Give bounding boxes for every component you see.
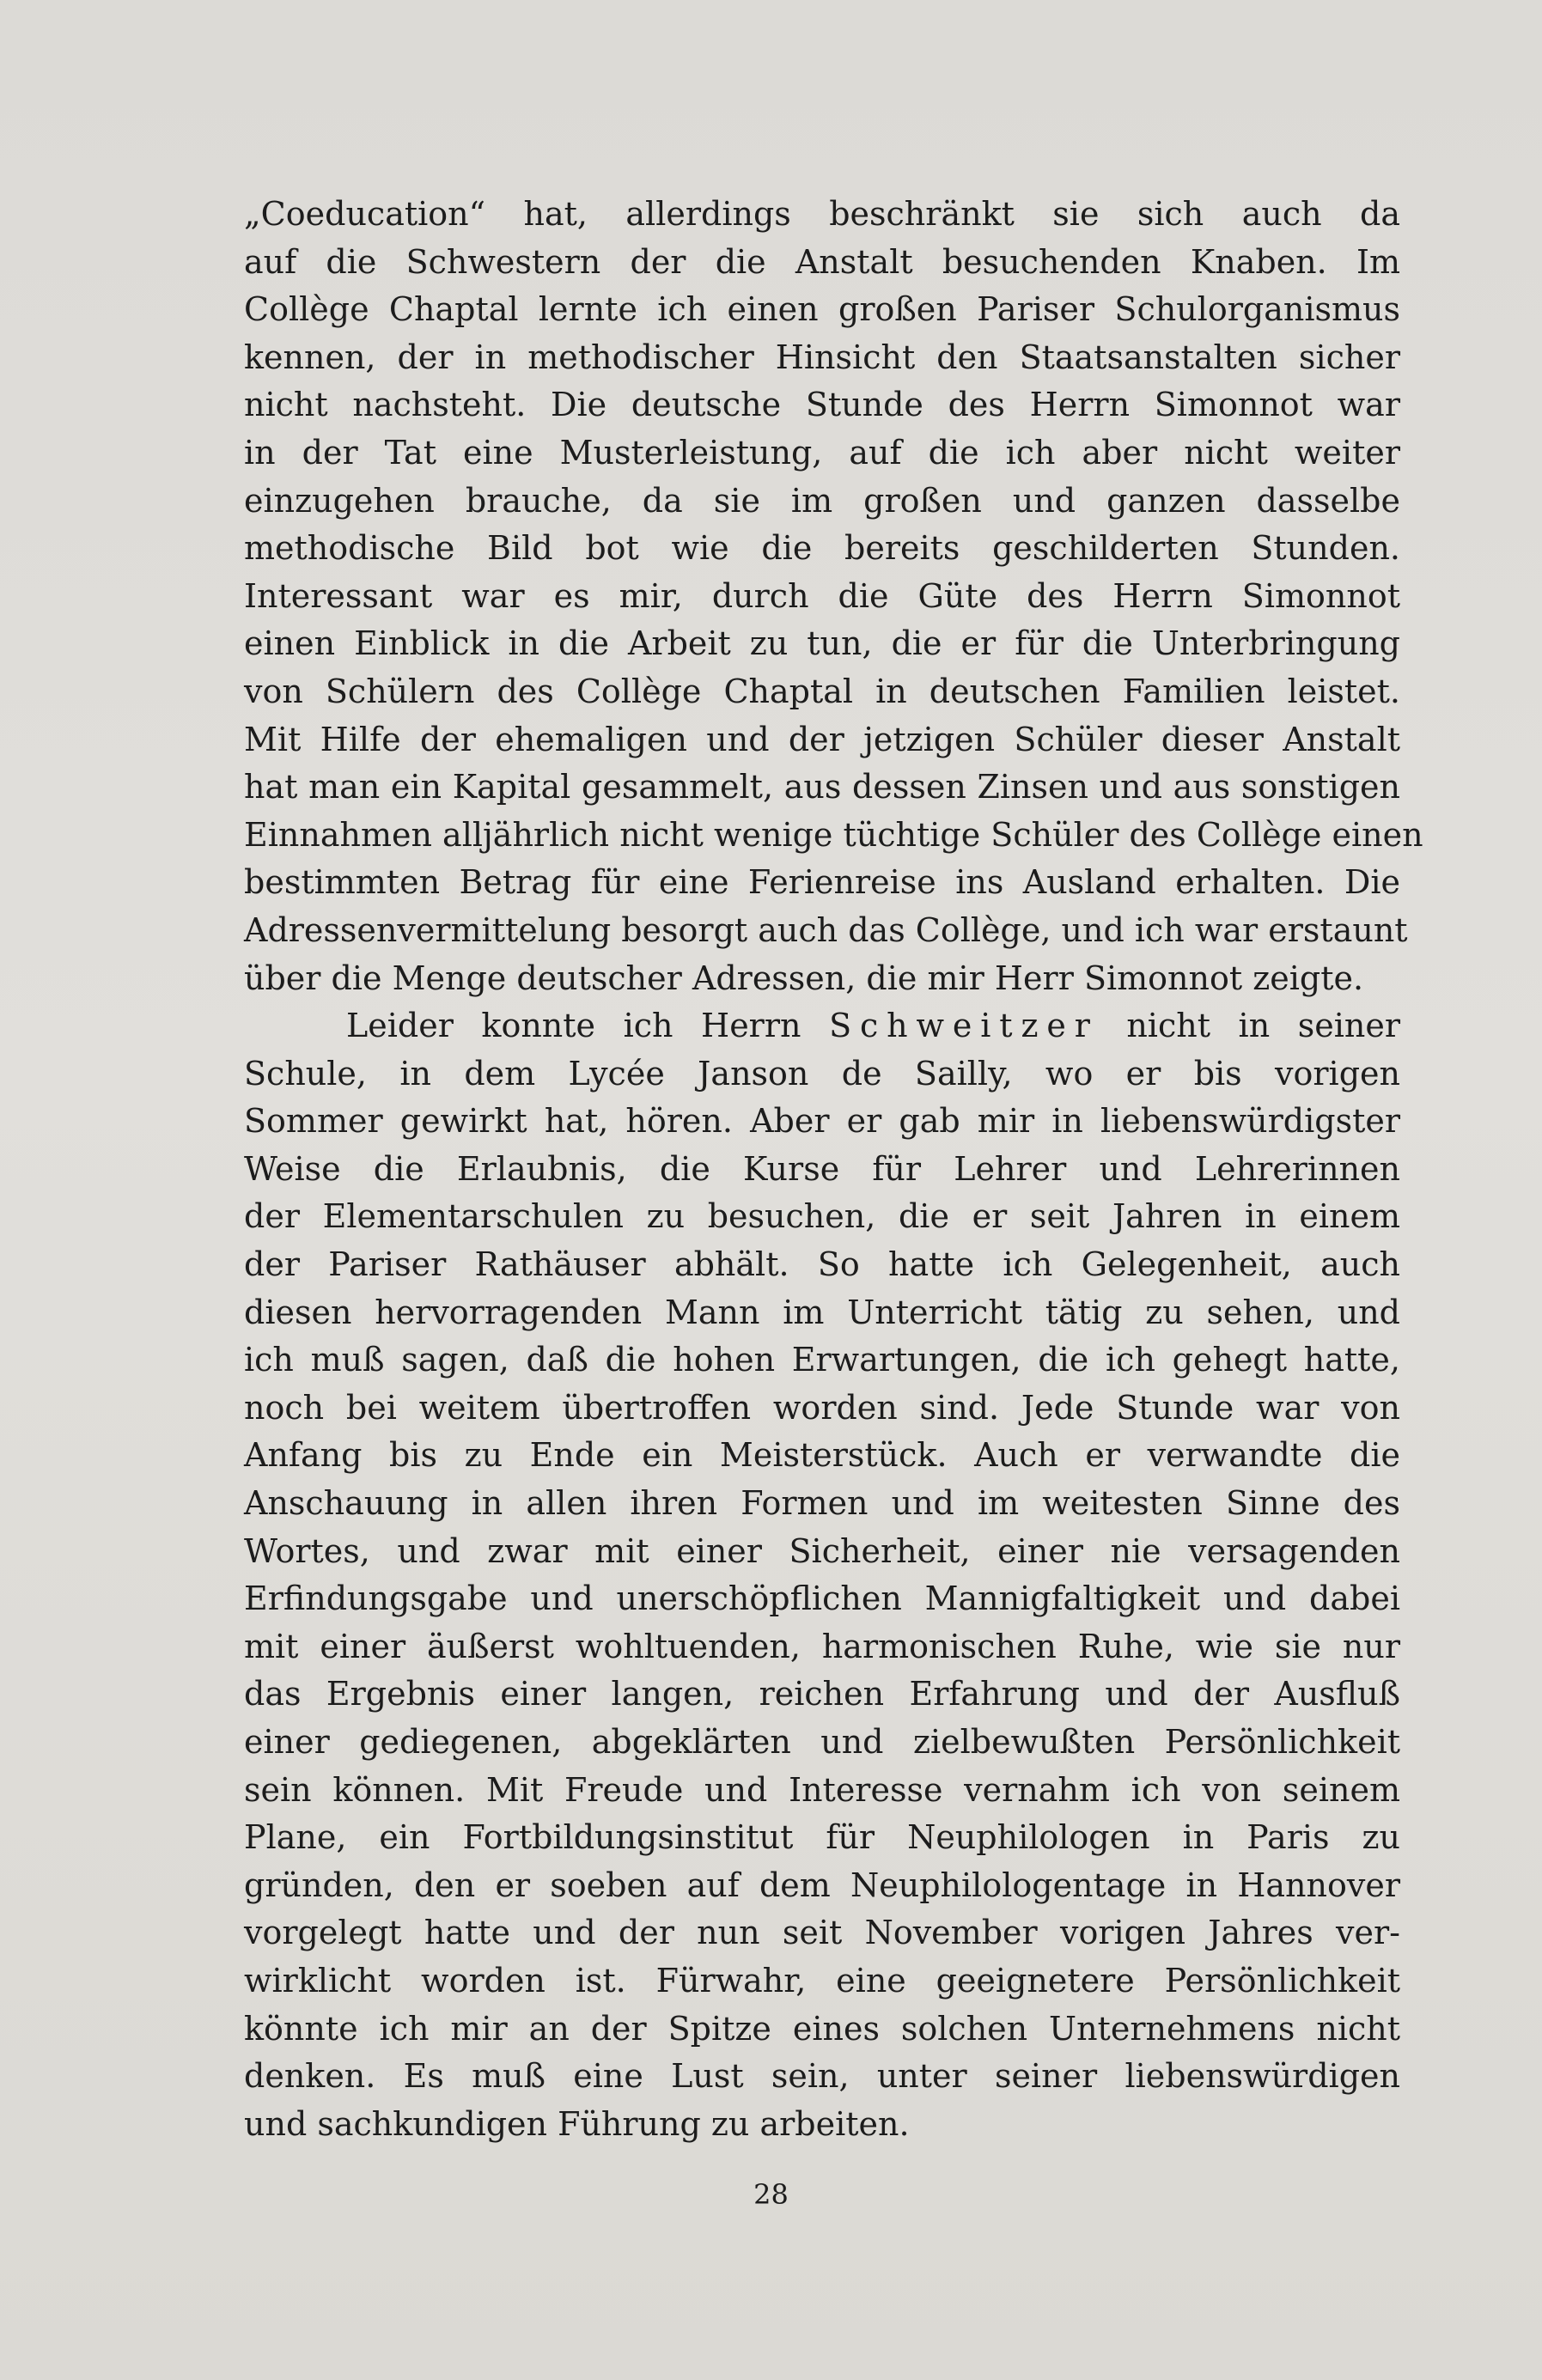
spaced-name: Schweitzer [829, 1007, 1099, 1045]
text-line: hat man ein Kapital gesammelt, aus dessen Zinsen und aus sonstigen [244, 768, 1400, 807]
text-line: Anschauung in allen ihren Formen und im weitesten Sinne des [244, 1484, 1400, 1523]
text-line: könnte ich mir an der Spitze eines solchen Unternehmens nicht [244, 2009, 1400, 2048]
text-line: das Ergebnis einer langen, reichen Erfahrung und der Ausfluß [244, 1675, 1400, 1713]
text-line: auf die Schwestern der die Anstalt besuchenden Knaben. Im [244, 242, 1400, 281]
text-line: Mit Hilfe der ehemaligen und der jetzigen Schüler dieser Anstalt [244, 720, 1400, 758]
text-line: Plane, ein Fortbildungsinstitut für Neuphilologen in Paris zu [244, 1818, 1400, 1857]
text-line: wirklicht worden ist. Fürwahr, eine geeignetere Persönlichkeit [244, 1961, 1400, 2000]
text-line: Sommer gewirkt hat, hören. Aber er gab mir in liebenswürdigster [244, 1102, 1400, 1141]
text-line: mit einer äußerst wohltuenden, harmonischen Ruhe, wie sie nur [244, 1627, 1400, 1665]
text-line: denken. Es muß eine Lust sein, unter seiner liebenswürdigen [244, 2057, 1400, 2096]
paragraph-end-line: und sachkundigen Führung zu arbeiten. [244, 2104, 910, 2143]
line-text-before: Leider konnte ich Herrn [346, 1007, 830, 1045]
text-line: noch bei weitem übertroffen worden sind. Jede Stunde war von [244, 1388, 1400, 1427]
text-line: kennen, der in methodischer Hinsicht den Staatsanstalten sicher [244, 338, 1400, 376]
text-line: „Coeducation“ hat, allerdings beschränkt sie sich auch da [244, 195, 1400, 233]
text-line: der Elementarschulen zu besuchen, die er seit Jahren in einem [244, 1197, 1400, 1236]
text-line: Erfindungsgabe und unerschöpflichen Mannigfaltigkeit und dabei [244, 1580, 1400, 1618]
text-line: Schule, in dem Lycée Janson de Sailly, wo er bis vorigen [244, 1054, 1400, 1093]
page-number: 28 [753, 2178, 789, 2211]
text-line: von Schülern des Collège Chaptal in deutschen Familien leistet. [244, 672, 1400, 710]
text-line: bestimmten Betrag für eine Ferienreise ins Ausland erhalten. Die [244, 863, 1400, 902]
paragraph-end-line: über die Menge deutscher Adressen, die mir Herr Simonnot zeigte. [244, 959, 1364, 997]
text-line: Einnahmen alljährlich nicht wenige tüchtige Schüler des Collège einen [244, 815, 1423, 854]
text-line: einer gediegenen, abgeklärten und zielbewußten Persönlichkeit [244, 1723, 1400, 1761]
text-line: in der Tat eine Musterleistung, auf die ich aber nicht weiter [244, 433, 1400, 472]
text-line: gründen, den er soeben auf dem Neuphilologentage in Hannover [244, 1866, 1400, 1904]
text-line: ich muß sagen, daß die hohen Erwartungen, die ich gehegt hatte, [244, 1341, 1400, 1379]
text-line: vorgelegt hatte und der nun seit November vorigen Jahres ver- [244, 1914, 1400, 1952]
text-line: sein können. Mit Freude und Interesse vernahm ich von seinem [244, 1770, 1400, 1809]
text-line: Anfang bis zu Ende ein Meisterstück. Auch er verwandte die [244, 1436, 1400, 1475]
paragraph-start-line [244, 1002, 1400, 1050]
body-text [244, 191, 1423, 2148]
line-text-after: nicht in seiner [1098, 1007, 1400, 1045]
text-line: Collège Chaptal lernte ich einen großen Pariser Schulorganismus [244, 290, 1400, 329]
text-line: einzugehen brauche, da sie im großen und ganzen dasselbe [244, 481, 1400, 520]
text-line: der Pariser Rathäuser abhält. So hatte ich Gelegenheit, auch [244, 1245, 1400, 1284]
text-line: nicht nachsteht. Die deutsche Stunde des Herrn Simonnot war [244, 386, 1400, 424]
text-line: Adressenvermittelung besorgt auch das Collège, und ich war erstaunt [244, 910, 1408, 949]
text-line: Interessant war es mir, durch die Güte des Herrn Simonnot [244, 576, 1400, 615]
text-line: Wortes, und zwar mit einer Sicherheit, einer nie versagenden [244, 1531, 1400, 1570]
text-line: methodische Bild bot wie die bereits geschilderten Stunden. [244, 529, 1400, 568]
text-line: diesen hervorragenden Mann im Unterricht tätig zu sehen, und [244, 1293, 1400, 1331]
text-line: einen Einblick in die Arbeit zu tun, die er für die Unterbringung [244, 624, 1400, 663]
text-line: Weise die Erlaubnis, die Kurse für Lehrer und Lehrerinnen [244, 1149, 1400, 1188]
